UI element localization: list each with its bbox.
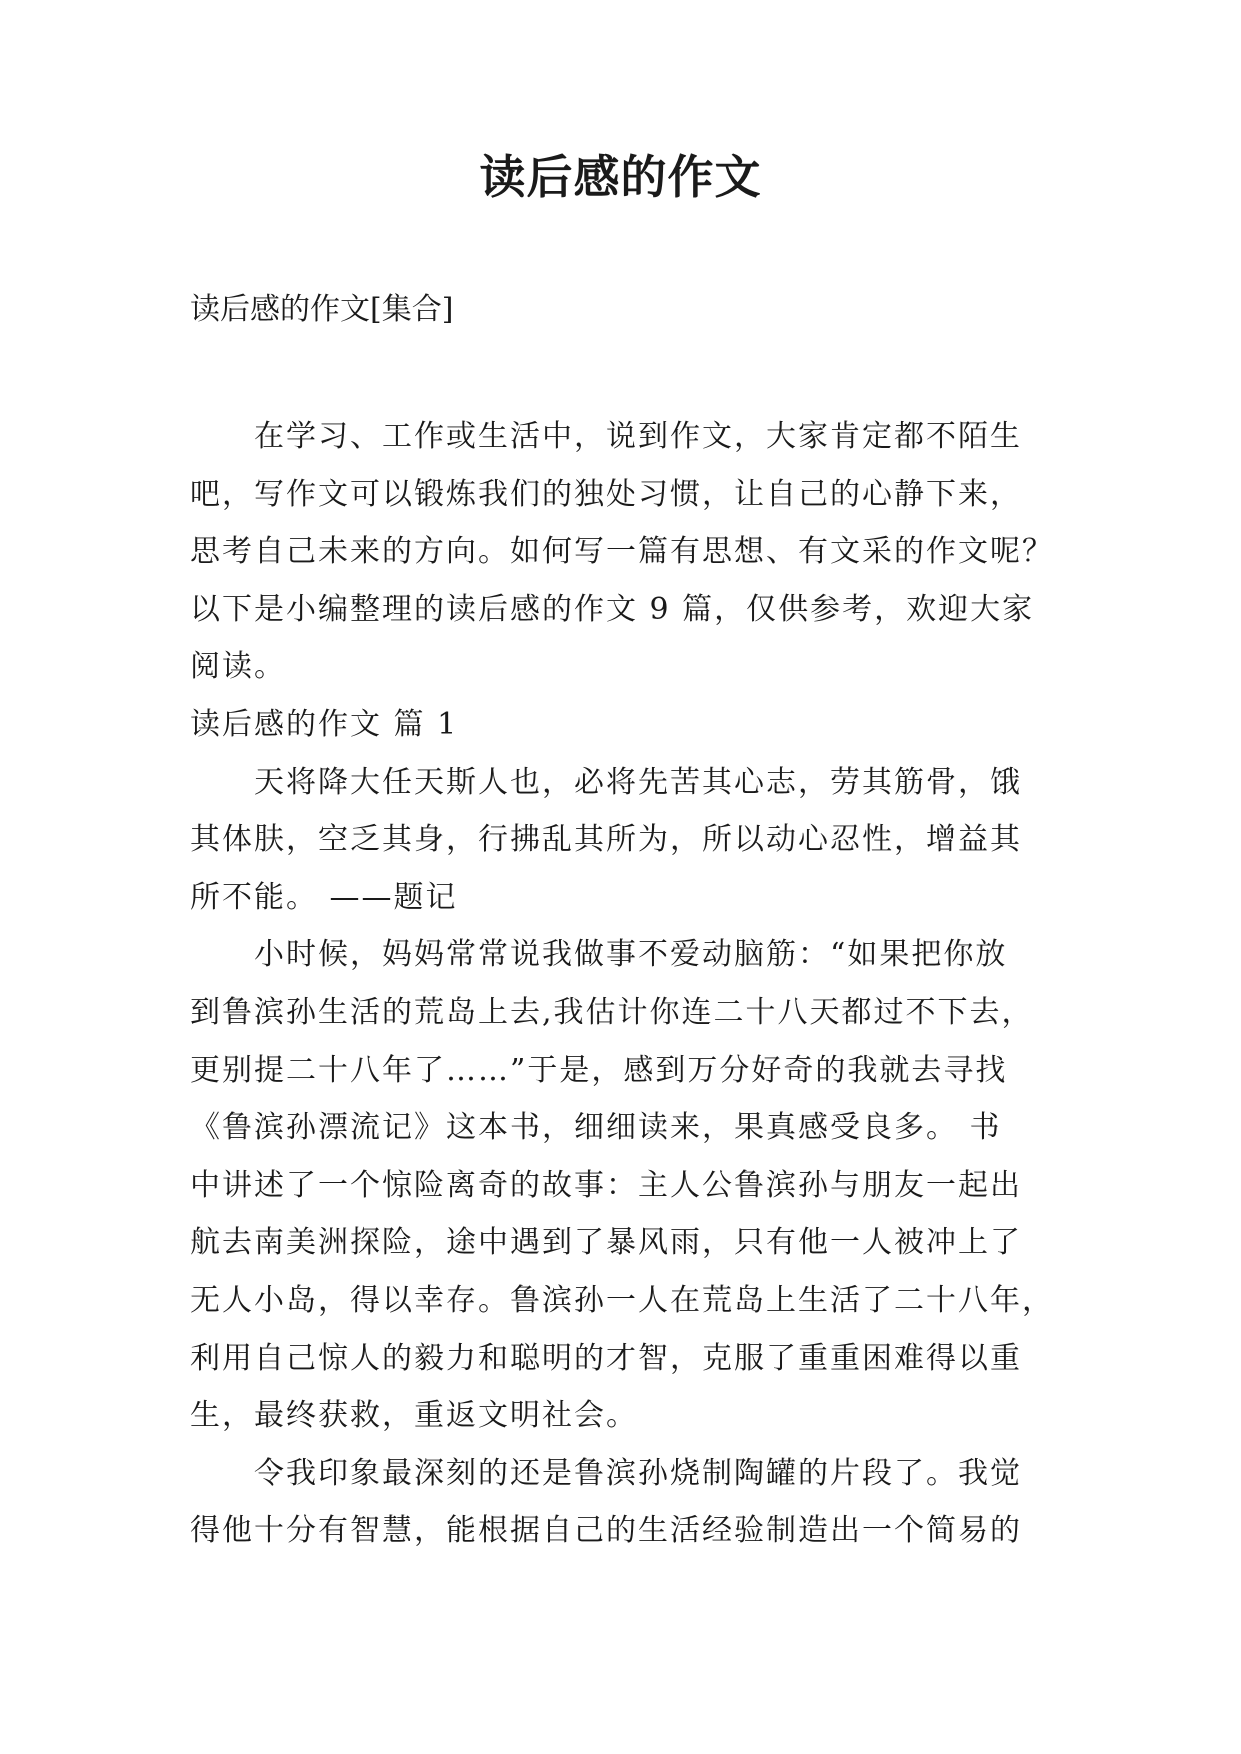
text-line: 天将降大任天斯人也，必将先苦其心志，劳其筋骨，饿 [254,764,1022,800]
paragraph-3 [190,1445,1060,1560]
text-line: 在学习、工作或生活中，说到作文，大家肯定都不陌生 [254,419,1022,454]
text-line: 小时候，妈妈常常说我做事不爱动脑筋：“如果把你放 [254,937,1008,973]
document-subtitle: 读后感的作文[集合] [190,292,454,327]
document-title: 读后感的作文 [479,150,762,204]
text-line: 吧，写作文可以锻炼我们的独处习惯，让自己的心静下来， [190,476,1022,512]
text-line: 以下是小编整理的读后感的作文 9 篇，仅供参考，欢迎大家 [190,591,1035,627]
text-line: 生，最终获救，重返文明社会。 [190,1398,638,1434]
text-line: 所不能。 ——题记 [190,879,458,915]
paragraph-1 [190,754,1060,927]
text-line: 思考自己未来的方向。如何写一篇有思想、有文采的作文呢？ [190,534,1054,570]
paragraph-2 [190,926,1060,1444]
text-line: 无人小岛，得以幸存。鲁滨孙一人在荒岛上生活了二十八年， [190,1282,1054,1318]
text-line: 到鲁滨孙生活的荒岛上去,我估计你连二十八天都过不下去， [190,994,1034,1030]
text-line: 中讲述了一个惊险离奇的故事：主人公鲁滨孙与朋友一起出 [190,1167,1022,1203]
text-line: 航去南美洲探险，途中遇到了暴风雨，只有他一人被冲上了 [190,1225,1022,1261]
text-line: 利用自己惊人的毅力和聪明的才智，克服了重重困难得以重 [190,1340,1022,1376]
text-line: 《鲁滨孙漂流记》这本书，细细读来，果真感受良多。 书 [190,1110,1002,1146]
text-line: 其体肤，空乏其身，行拂乱其所为，所以动心忍性，增益其 [190,822,1022,858]
document-body [190,408,1060,1560]
text-line: 得他十分有智慧，能根据自己的生活经验制造出一个简易的 [190,1513,1022,1549]
section-heading: 读后感的作文 篇 1 [190,706,459,742]
intro-paragraph [190,408,1060,696]
text-line: 令我印象最深刻的还是鲁滨孙烧制陶罐的片段了。我觉 [254,1455,1022,1491]
text-line: 更别提二十八年了……”于是，感到万分好奇的我就去寻找 [190,1052,1008,1088]
text-line: 阅读。 [190,649,286,685]
